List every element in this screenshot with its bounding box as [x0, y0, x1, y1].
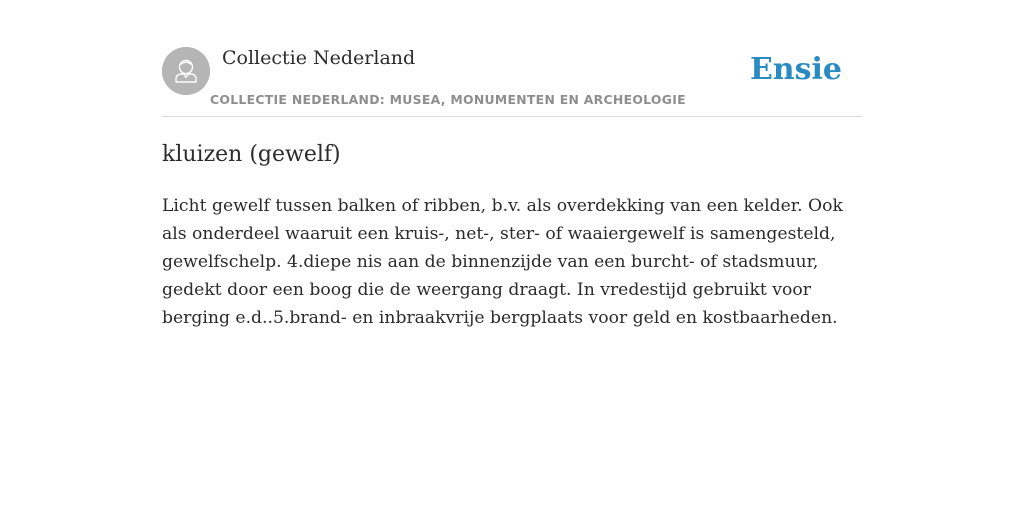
entry-definition: Licht gewelf tussen balken of ribben, b.v. als overdekking van een kelder. Ook als onderdeel waaruit een kruis-, net-, ster- of waaiergewelf is samengesteld, gewelfschelp. 4.diepe nis aan de binnenzijde van een burcht- of stadsmuur, gedekt door een boog die de weergang draagt. In vredestijd gebruikt voor berging e.d..5.brand- en inbraakvrije bergplaats voor geld en kostbaarheden. [162, 196, 843, 328]
author-avatar[interactable] [162, 47, 210, 95]
entry-card [162, 0, 862, 512]
author-name[interactable]: Collectie Nederland [222, 47, 416, 69]
ensie-logo[interactable]: Ensie [749, 52, 842, 87]
user-silhouette-icon [162, 47, 210, 95]
entry-title: kluizen (gewelf) [162, 142, 341, 167]
entry-header [162, 0, 862, 117]
author-subtitle: COLLECTIE NEDERLAND: MUSEA, MONUMENTEN EN ARCHEOLOGIE [210, 92, 686, 107]
